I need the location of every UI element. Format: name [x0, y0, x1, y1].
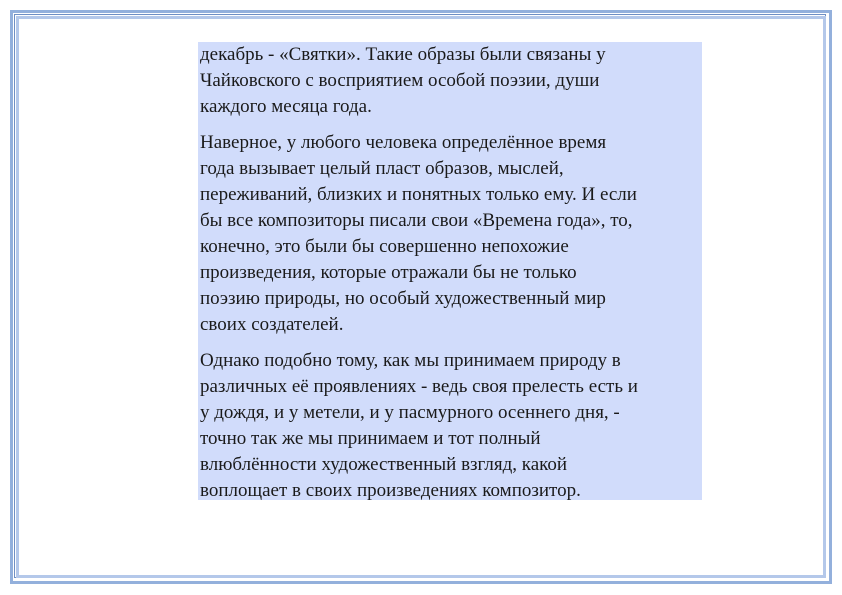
- text-block: [198, 42, 702, 500]
- text-line: своих создателей.: [200, 314, 344, 335]
- paragraph-1: [200, 42, 700, 120]
- text-line: у дождя, и у метели, и у пасмурного осеннего дня, -: [200, 402, 620, 423]
- text-line: бы все композиторы писали свои «Времена года», то,: [200, 210, 633, 231]
- text-line: точно так же мы принимаем и тот полный: [200, 428, 541, 449]
- text-line: конечно, это были бы совершенно непохожие: [200, 236, 569, 257]
- text-line: различных её проявлениях - ведь своя прелесть есть и: [200, 376, 638, 397]
- text-line: каждого месяца года.: [200, 96, 372, 117]
- text-line: произведения, которые отражали бы не только: [200, 262, 577, 283]
- paragraph-2: [200, 130, 700, 338]
- text-line: года вызывает целый пласт образов, мыслей,: [200, 158, 564, 179]
- paragraph-3: [200, 348, 700, 504]
- text-line: переживаний, близких и понятных только ему. И если: [200, 184, 637, 205]
- text-line: Однако подобно тому, как мы принимаем природу в: [200, 350, 621, 371]
- text-line: декабрь - «Святки». Такие образы были связаны у: [200, 44, 606, 65]
- text-line: Чайковского с восприятием особой поэзии, души: [200, 70, 600, 91]
- text-line: воплощает в своих произведениях композитор.: [200, 480, 581, 501]
- text-line: Наверное, у любого человека определённое время: [200, 132, 607, 153]
- text-line: поэзию природы, но особый художественный мир: [200, 288, 606, 309]
- text-line: влюблённости художественный взгляд, какой: [200, 454, 568, 475]
